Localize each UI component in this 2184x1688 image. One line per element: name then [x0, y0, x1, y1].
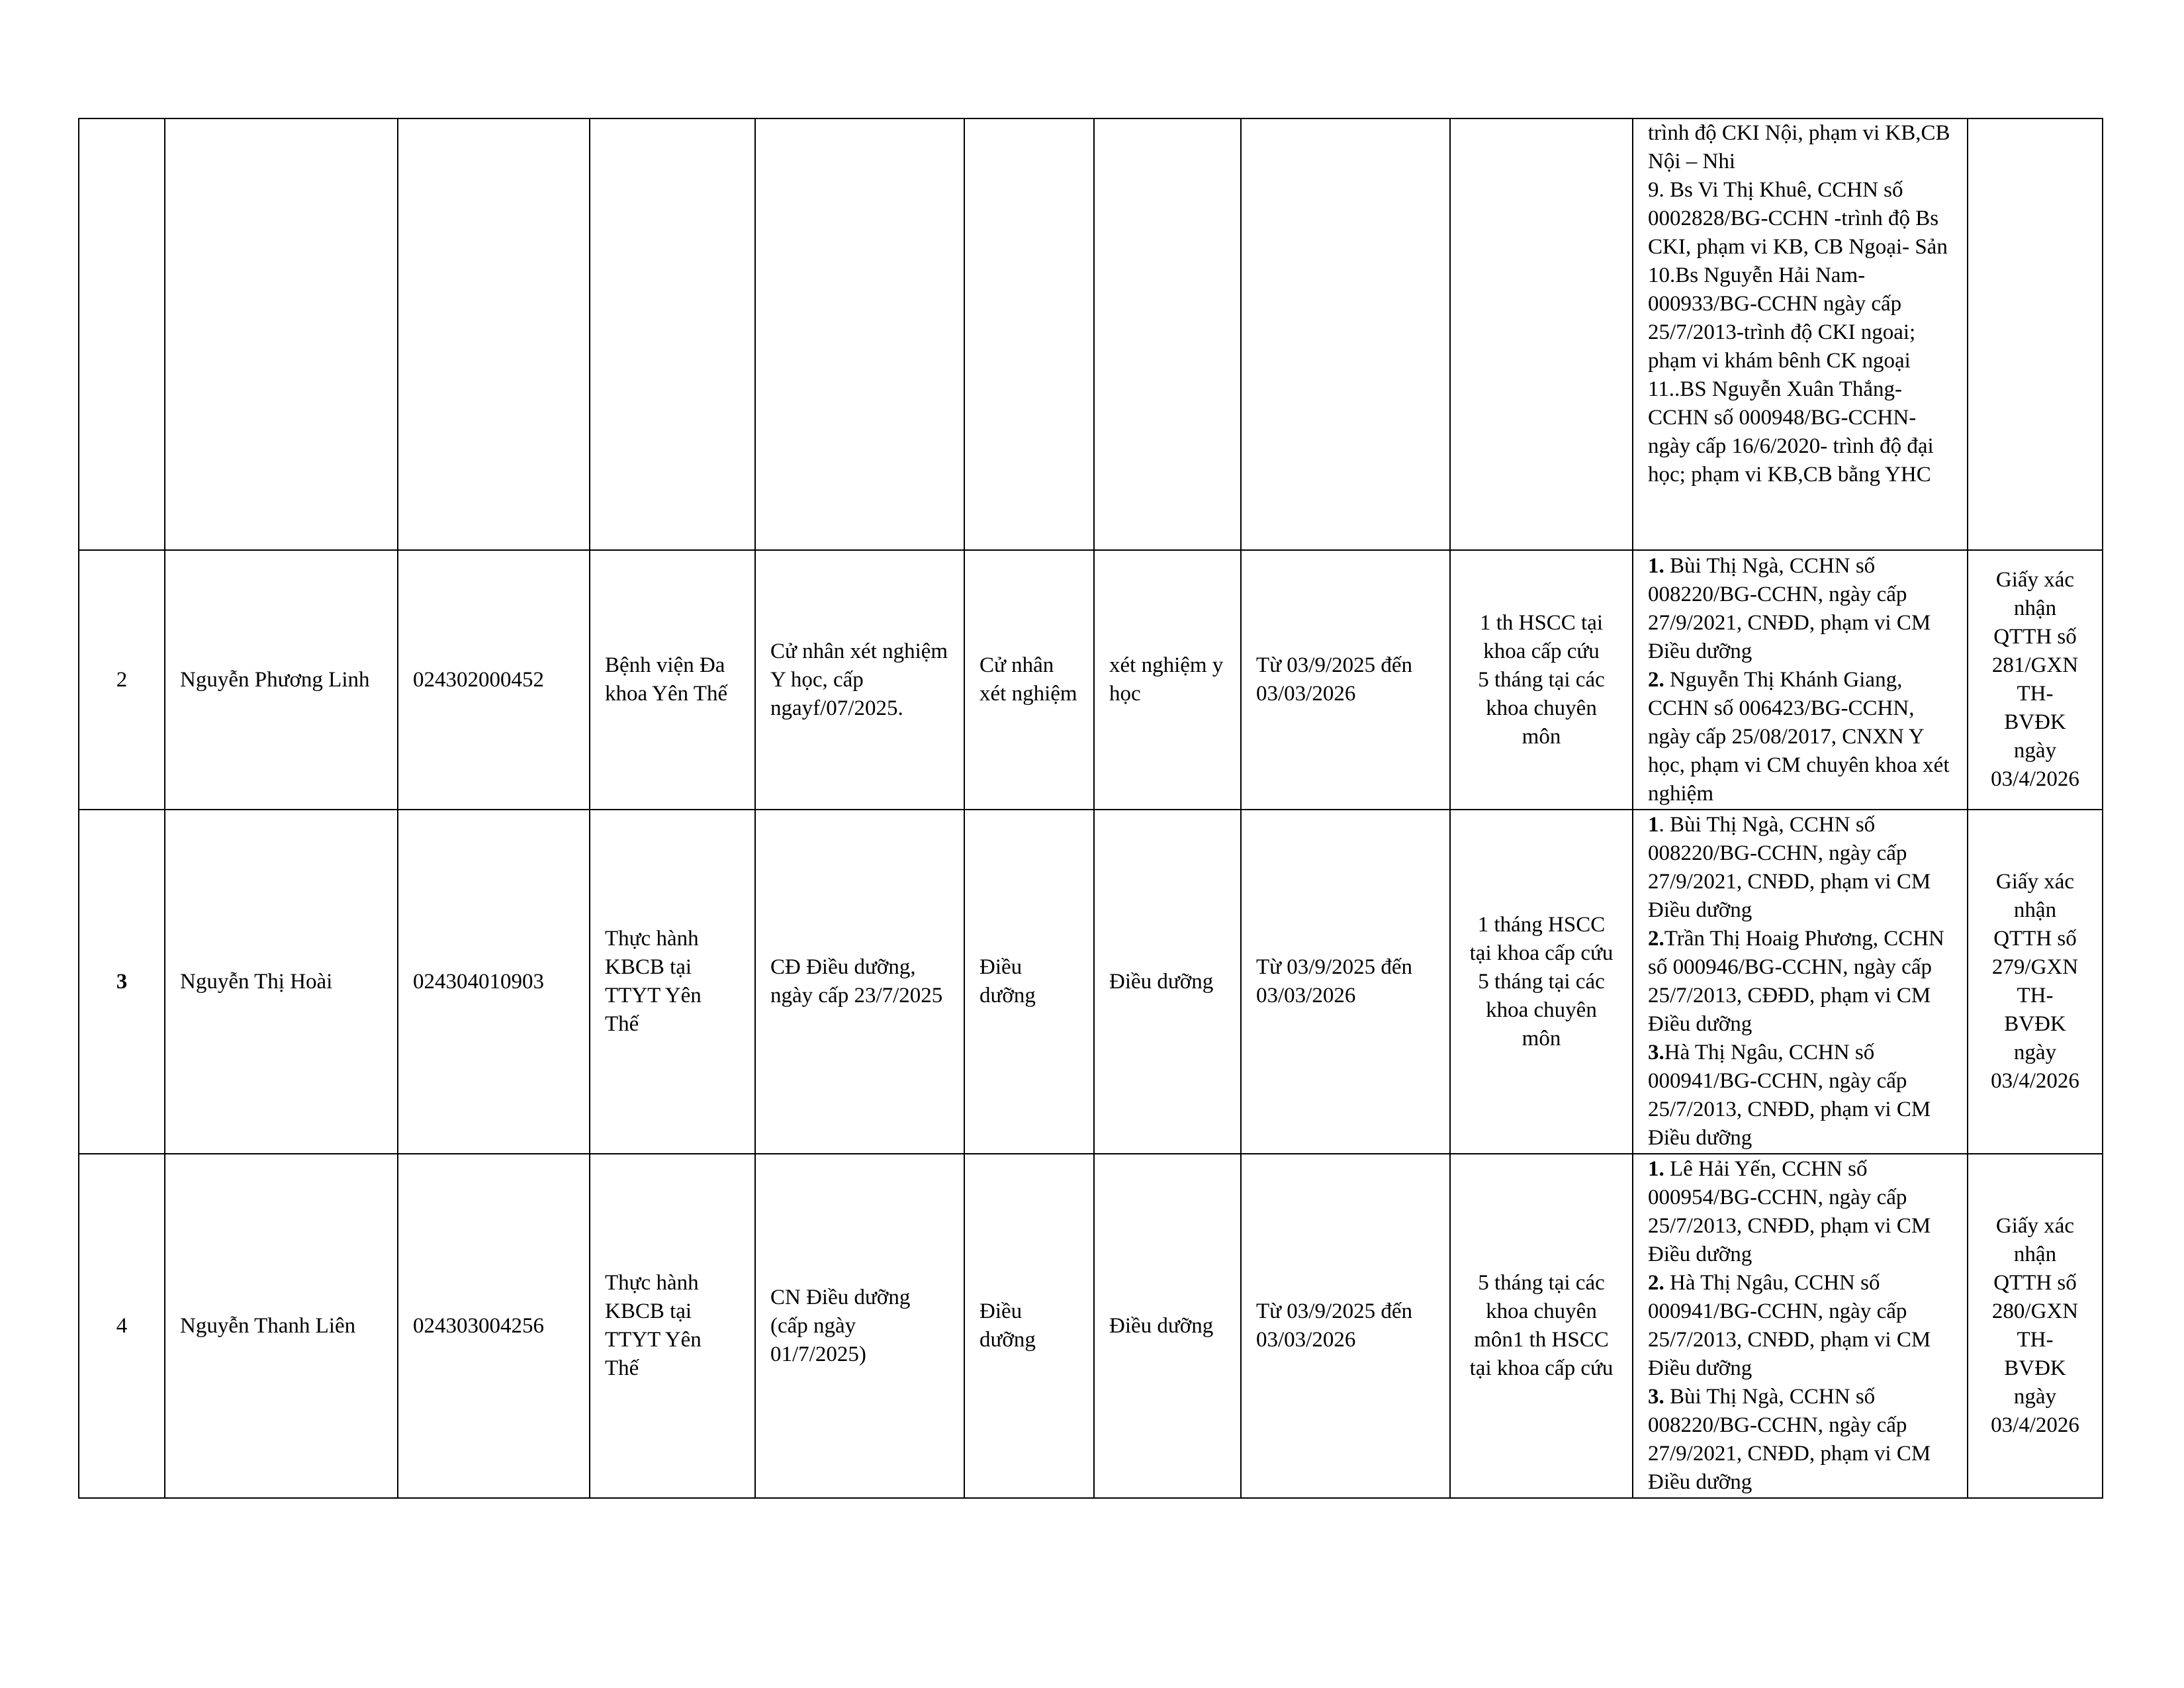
supervisor-text: Nguyễn Thị Khánh Giang, CCHN số 006423/BG-CCHN, ngày cấp 25/08/2017, CNXN Y học, phạm vi CM chuyên khoa xét nghiệm	[1648, 667, 1950, 806]
trainee-table	[78, 118, 2103, 1499]
cell-period: Từ 03/9/2025 đến 03/03/2026	[1241, 1154, 1450, 1498]
cell-period: Từ 03/9/2025 đến 03/03/2026	[1241, 550, 1450, 810]
table-row	[79, 550, 2103, 810]
supervisor-entry	[1648, 1269, 1952, 1383]
cell-confirmation-line: ngày	[2013, 1041, 2057, 1064]
cell-id-number	[398, 118, 590, 550]
cell-confirmation-line: QTTH số	[1993, 1271, 2077, 1295]
table-body	[79, 118, 2103, 1498]
cell-content-line: 1 tháng HSCC tại khoa cấp cứu	[1469, 912, 1614, 965]
cell-confirmation	[1968, 810, 2103, 1154]
supervisor-text: Lê Hải Yến, CCHN số 000954/BG-CCHN, ngày cấp 25/7/2013, CNĐD, phạm vi CM Điều dưỡng	[1648, 1157, 1931, 1266]
cell-qualification: CN Điều dưỡng (cấp ngày 01/7/2025)	[755, 1154, 964, 1498]
cell-practice-place	[590, 118, 755, 550]
cell-practice-place: Bệnh viện Đa khoa Yên Thế	[590, 550, 755, 810]
supervisor-text: . Bùi Thị Ngà, CCHN số 008220/BG-CCHN, ngày cấp 27/9/2021, CNĐD, phạm vi CM Điều dưỡng	[1648, 813, 1931, 922]
supervisor-entry	[1648, 261, 1952, 375]
cell-confirmation-line: 03/4/2026	[1991, 1413, 2079, 1437]
supervisor-entry	[1648, 375, 1952, 489]
supervisor-number: 1.	[1648, 1157, 1664, 1181]
table-row	[79, 810, 2103, 1154]
table-row	[79, 1154, 2103, 1498]
supervisor-entry	[1648, 176, 1952, 261]
cell-confirmation-line: BVĐK	[2004, 710, 2066, 734]
cell-stt	[79, 118, 165, 550]
cell-confirmation	[1968, 550, 2103, 810]
cell-qualification: CĐ Điều dưỡng, ngày cấp 23/7/2025	[755, 810, 964, 1154]
supervisor-number: 3.	[1648, 1041, 1664, 1064]
supervisor-entry	[1648, 925, 1952, 1039]
supervisor-text: Bùi Thị Ngà, CCHN số 008220/BG-CCHN, ngày cấp 27/9/2021, CNĐD, phạm vi CM Điều dưỡng	[1648, 553, 1931, 663]
cell-qualification: Cử nhân xét nghiệm Y học, cấp ngayf/07/2025.	[755, 550, 964, 810]
cell-id-number: 024303004256	[398, 1154, 590, 1498]
supervisor-number: 1.	[1648, 553, 1664, 578]
cell-confirmation-line: BVĐK	[2004, 1012, 2066, 1036]
cell-period	[1241, 118, 1450, 550]
cell-content	[1450, 810, 1633, 1154]
cell-qualification	[755, 118, 964, 550]
cell-confirmation-line: ngày	[2013, 1385, 2057, 1409]
supervisor-entry	[1648, 119, 1952, 176]
cell-content-line: 1 th HSCC tại khoa cấp cứu	[1479, 610, 1604, 663]
supervisor-number: 2.	[1648, 927, 1664, 951]
supervisor-entry	[1648, 1383, 1952, 1497]
cell-confirmation-line: ngày	[2013, 739, 2057, 763]
supervisor-number: 1	[1648, 813, 1659, 837]
cell-content	[1450, 550, 1633, 810]
supervisor-text: Hà Thị Ngâu, CCHN số 000941/BG-CCHN, ngày cấp 25/7/2013, CNĐD, phạm vi CM Điều dưỡng	[1648, 1041, 1931, 1150]
cell-confirmation	[1968, 1154, 2103, 1498]
cell-id-number: 024302000452	[398, 550, 590, 810]
cell-confirmation-line: TH-	[2017, 1328, 2054, 1352]
cell-content-line: 5 tháng tại các khoa chuyên môn1 th HSCC tại khoa cấp cứu	[1469, 1271, 1614, 1380]
supervisor-text: Hà Thị Ngâu, CCHN số 000941/BG-CCHN, ngày cấp 25/7/2013, CNĐD, phạm vi CM Điều dưỡng	[1648, 1271, 1931, 1380]
cell-supervisors	[1633, 810, 1968, 1154]
supervisor-number: 2.	[1648, 667, 1664, 692]
cell-content	[1450, 1154, 1633, 1498]
cell-degree: Cử nhân xét nghiệm	[964, 550, 1094, 810]
supervisor-text: 11..BS Nguyễn Xuân Thắng-CCHN số 000948/BG-CCHN-ngày cấp 16/6/2020- trình độ đại học; phạm vi KB,CB bằng YHC	[1648, 377, 1934, 487]
cell-degree: Điều dưỡng	[964, 1154, 1094, 1498]
cell-confirmation-line: Giấy xác nhận	[1995, 568, 2075, 620]
cell-practice-place: Thực hành KBCB tại TTYT Yên Thế	[590, 1154, 755, 1498]
cell-confirmation-line: 281/GXN	[1991, 653, 2079, 677]
cell-stt: 4	[79, 1154, 165, 1498]
supervisor-text: 10.Bs Nguyễn Hải Nam- 000933/BG-CCHN ngày cấp 25/7/2013-trình độ CKI ngoai; phạm vi khám bênh CK ngoại	[1648, 263, 1916, 373]
supervisor-text: 9. Bs Vi Thị Khuê, CCHN số 0002828/BG-CCHN -trình độ Bs CKI, phạm vi KB, CB Ngoại- Sản	[1648, 178, 1948, 259]
cell-practice-place: Thực hành KBCB tại TTYT Yên Thế	[590, 810, 755, 1154]
cell-period: Từ 03/9/2025 đến 03/03/2026	[1241, 810, 1450, 1154]
cell-content	[1450, 118, 1633, 550]
supervisor-text: Bùi Thị Ngà, CCHN số 008220/BG-CCHN, ngày cấp 27/9/2021, CNĐD, phạm vi CM Điều dưỡng	[1648, 1385, 1931, 1494]
cell-confirmation-line: 279/GXN	[1991, 955, 2079, 979]
supervisor-entry	[1648, 1155, 1952, 1269]
cell-supervisors	[1633, 118, 1968, 550]
cell-id-number: 024304010903	[398, 810, 590, 1154]
cell-confirmation-line: 03/4/2026	[1991, 767, 2079, 791]
supervisor-entry	[1648, 666, 1952, 808]
supervisor-text: Trần Thị Hoaig Phương, CCHN số 000946/BG-CCHN, ngày cấp 25/7/2013, CĐĐD, phạm vi CM Điều dưỡng	[1648, 927, 1944, 1036]
cell-confirmation-line: BVĐK	[2004, 1356, 2066, 1380]
cell-confirmation-line: 03/4/2026	[1991, 1069, 2079, 1093]
supervisor-number: 2.	[1648, 1271, 1664, 1295]
cell-degree	[964, 118, 1094, 550]
cell-content-line: 5 tháng tại các khoa chuyên môn	[1478, 667, 1605, 749]
cell-confirmation-line: 280/GXN	[1991, 1299, 2079, 1323]
cell-confirmation-line: Giấy xác nhận	[1995, 870, 2075, 922]
cell-name	[165, 118, 398, 550]
supervisor-number: 3.	[1648, 1385, 1664, 1409]
cell-supervisors	[1633, 550, 1968, 810]
table-row	[79, 118, 2103, 550]
cell-confirmation-line: TH-	[2017, 682, 2054, 706]
cell-field: xét nghiệm y học	[1094, 550, 1241, 810]
cell-confirmation-line: QTTH số	[1993, 927, 2077, 951]
cell-name: Nguyễn Thanh Liên	[165, 1154, 398, 1498]
supervisor-text: trình độ CKI Nội, phạm vi KB,CB Nội – Nhi	[1648, 121, 1950, 173]
cell-field: Điều dưỡng	[1094, 1154, 1241, 1498]
cell-name: Nguyễn Phương Linh	[165, 550, 398, 810]
cell-degree: Điều dưỡng	[964, 810, 1094, 1154]
cell-stt: 3	[79, 810, 165, 1154]
supervisor-entry	[1648, 811, 1952, 925]
cell-name: Nguyễn Thị Hoài	[165, 810, 398, 1154]
supervisor-entry	[1648, 1039, 1952, 1152]
cell-supervisors	[1633, 1154, 1968, 1498]
supervisor-entry	[1648, 552, 1952, 666]
cell-confirmation-line: QTTH số	[1993, 625, 2077, 649]
cell-content-line: 5 tháng tại các khoa chuyên môn	[1478, 969, 1605, 1051]
cell-confirmation-line: Giấy xác nhận	[1995, 1214, 2075, 1266]
cell-confirmation	[1968, 118, 2103, 550]
cell-field: Điều dưỡng	[1094, 810, 1241, 1154]
cell-confirmation-line: TH-	[2017, 984, 2054, 1008]
cell-field	[1094, 118, 1241, 550]
cell-stt: 2	[79, 550, 165, 810]
